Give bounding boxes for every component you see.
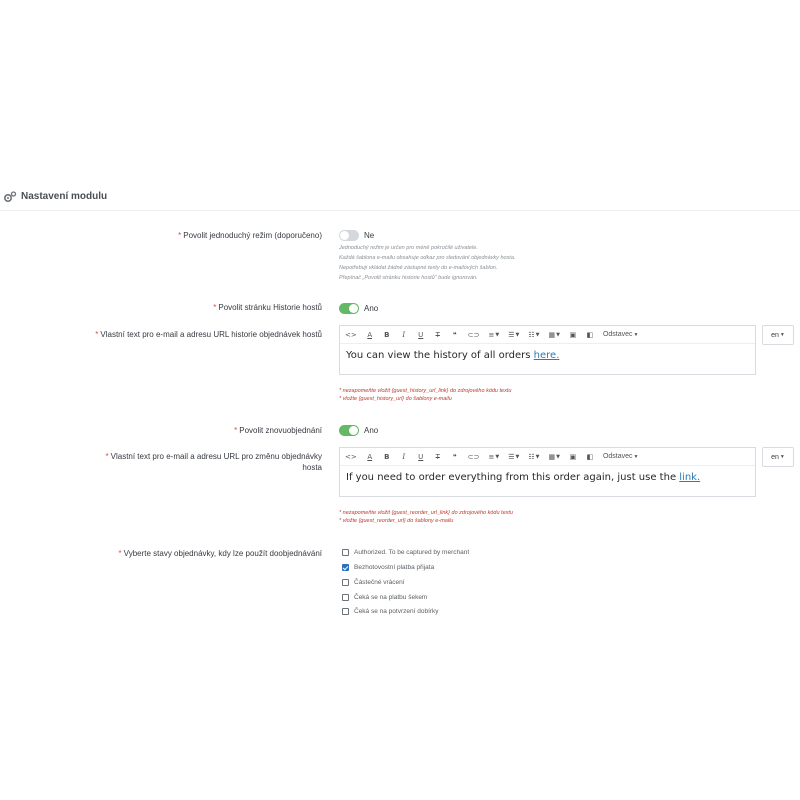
image-icon[interactable]: ▣ <box>569 452 577 461</box>
numbered-list-icon[interactable]: ☷ ▼ <box>528 452 540 461</box>
reorder-label: * Povolit znovuobjednání <box>234 426 322 435</box>
order-state-checkbox[interactable] <box>342 564 349 571</box>
editor-toolbar <box>340 326 755 344</box>
reorder-text-warnings: * nezapomeňte vložit {guest_reorder_url_link} do zdrojového kódu textu * vložte {guest_reorder_url} do šablony e-mailu <box>339 510 513 524</box>
bold-icon[interactable]: B <box>384 452 390 461</box>
reorder-link[interactable]: link. <box>679 472 701 483</box>
underline-icon[interactable]: U <box>418 330 424 339</box>
source-code-icon[interactable]: <> <box>345 452 357 461</box>
history-text-content: You can view the history of all orders here. <box>346 350 560 361</box>
bullet-list-icon[interactable]: ☰ ▼ <box>508 452 520 461</box>
align-icon[interactable]: ≡ ▼ <box>488 452 500 461</box>
panel-heading <box>0 184 800 211</box>
media-icon[interactable]: ◧ <box>586 330 594 339</box>
italic-icon[interactable]: I <box>402 452 406 461</box>
history-lang-button[interactable]: en ▼ <box>762 325 794 345</box>
simple-mode-state: Ne <box>364 231 375 240</box>
order-state-item[interactable]: Čeká se na potvrzení dobírky <box>342 608 439 615</box>
quote-icon[interactable]: ❝ <box>452 452 457 461</box>
strikethrough-icon[interactable]: T <box>435 452 440 461</box>
strikethrough-icon[interactable]: T <box>435 330 440 339</box>
paragraph-format-dropdown[interactable]: Odstavec ▼ <box>602 453 639 460</box>
history-page-switch[interactable] <box>339 303 359 314</box>
order-states-label: * Vyberte stavy objednávky, kdy lze použít doobjednávání <box>118 549 322 558</box>
history-text-warnings: * nezapomeňte vložit {guest_history_url_link} do zdrojového kódu textu * vložte {guest_history_url} do šablony e-mailu <box>339 388 512 402</box>
panel-title: Nastavení modulu <box>21 191 108 202</box>
simple-mode-label: * Povolit jednoduchý režim (doporučeno) <box>178 231 322 240</box>
gears-icon <box>3 190 17 204</box>
table-icon[interactable]: ▦ ▼ <box>548 330 560 339</box>
order-state-item[interactable]: Částečné vrácení <box>342 579 405 586</box>
link-icon[interactable]: ⊂⊃ <box>467 330 480 339</box>
order-state-checkbox[interactable] <box>342 549 349 556</box>
order-state-item[interactable]: Čeká se na platbu šekem <box>342 594 427 601</box>
source-code-icon[interactable]: <> <box>345 330 357 339</box>
italic-icon[interactable]: I <box>402 330 406 339</box>
reorder-switch[interactable] <box>339 425 359 436</box>
history-here-link[interactable]: here. <box>533 350 560 361</box>
numbered-list-icon[interactable]: ☷ ▼ <box>528 330 540 339</box>
history-text-editor[interactable] <box>339 325 756 375</box>
underline-icon[interactable]: U <box>418 452 424 461</box>
order-state-item[interactable]: Bezhotovostní platba přijata <box>342 564 434 571</box>
align-icon[interactable]: ≡ ▼ <box>488 330 500 339</box>
history-page-label: * Povolit stránku Historie hostů <box>213 303 322 312</box>
text-color-icon[interactable]: A <box>367 452 373 461</box>
reorder-state: Ano <box>364 426 379 435</box>
simple-mode-switch[interactable] <box>339 230 359 241</box>
order-state-checkbox[interactable] <box>342 579 349 586</box>
editor-toolbar <box>340 448 755 466</box>
media-icon[interactable]: ◧ <box>586 452 594 461</box>
bullet-list-icon[interactable]: ☰ ▼ <box>508 330 520 339</box>
order-state-checkbox[interactable] <box>342 594 349 601</box>
history-page-state: Ano <box>364 304 379 313</box>
reorder-text-content: If you need to order everything from this order again, just use the link. <box>346 472 701 483</box>
paragraph-format-dropdown[interactable]: Odstavec ▼ <box>602 331 639 338</box>
order-state-checkbox[interactable] <box>342 608 349 615</box>
history-text-label: * Vlastní text pro e-mail a adresu URL historie objednávek hostů <box>95 330 322 339</box>
bold-icon[interactable]: B <box>384 330 390 339</box>
reorder-text-editor[interactable] <box>339 447 756 497</box>
simple-mode-help: Jednoduchý režim je určen pro méně pokročilé uživatele. Každá šablona e-mailu obsahuje odkaz pro sledování objednávky hosta. Nepotřebuji vkládat žádné zástupné texty do e-mailových šablon. Přepínač „Povolit stránku historie hostů" bude ignorován. <box>339 245 516 281</box>
quote-icon[interactable]: ❝ <box>452 330 457 339</box>
table-icon[interactable]: ▦ ▼ <box>548 452 560 461</box>
reorder-text-label: * Vlastní text pro e-mail a adresu URL pro změnu objednávky hosta <box>105 452 322 472</box>
reorder-lang-button[interactable]: en ▼ <box>762 447 794 467</box>
order-state-item[interactable]: Authorized. To be captured by merchant <box>342 549 469 556</box>
text-color-icon[interactable]: A <box>367 330 373 339</box>
link-icon[interactable]: ⊂⊃ <box>467 452 480 461</box>
image-icon[interactable]: ▣ <box>569 330 577 339</box>
